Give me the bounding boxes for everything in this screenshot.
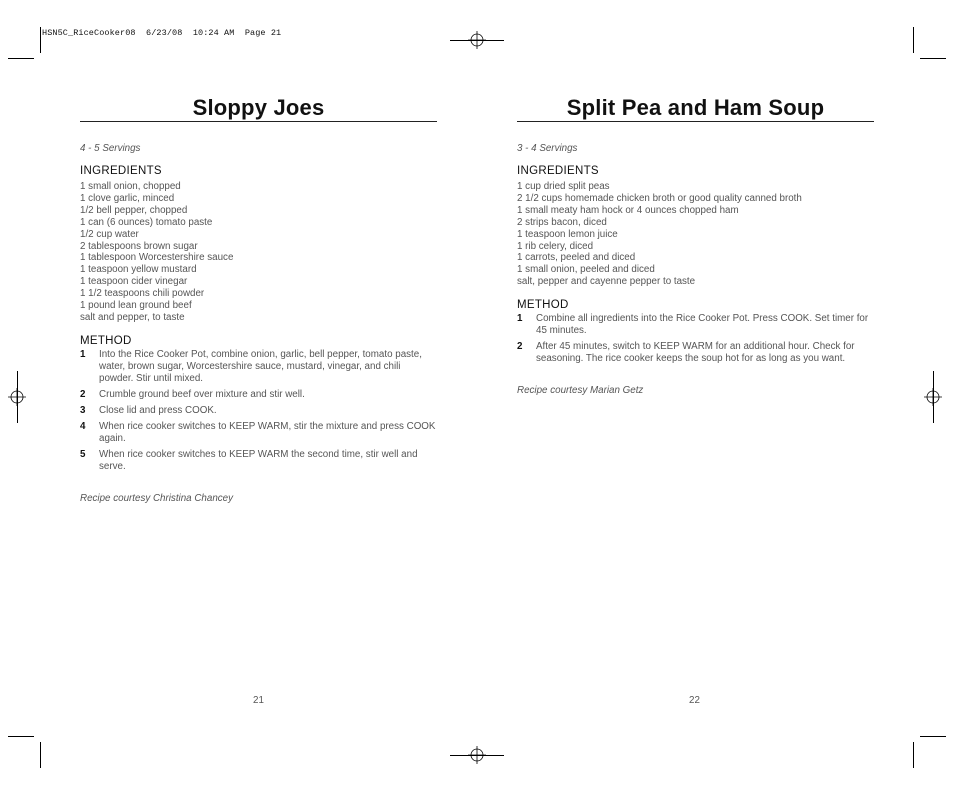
- ingredients-heading: INGREDIENTS: [517, 165, 599, 177]
- method-heading: METHOD: [517, 299, 569, 312]
- crop-mark: [920, 58, 946, 59]
- ingredient-item: 1 small meaty ham hock or 4 ounces chopped ham: [517, 204, 739, 216]
- recipe-title: Split Pea and Ham Soup: [517, 95, 874, 122]
- crop-mark: [8, 58, 34, 59]
- ingredient-item: 1 rib celery, diced: [517, 240, 594, 252]
- recipe-title: Sloppy Joes: [80, 95, 437, 122]
- ingredients-heading: INGREDIENTS: [80, 165, 162, 177]
- step-number: 3: [80, 404, 86, 416]
- ingredient-item: 2 tablespoons brown sugar: [80, 240, 198, 252]
- step-number: 4: [80, 420, 86, 432]
- method-step: [80, 349, 437, 385]
- crop-mark: [913, 27, 914, 53]
- recipe-page-left: [80, 95, 437, 504]
- ingredient-item: 1/2 bell pepper, chopped: [80, 204, 188, 216]
- ingredient-item: 1 teaspoon lemon juice: [517, 228, 618, 240]
- recipe-page-right: [517, 95, 874, 396]
- step-text: When rice cooker switches to KEEP WARM the second time, stir well and serve.: [99, 448, 418, 472]
- method-heading: METHOD: [80, 334, 132, 347]
- ingredient-item: 1 teaspoon yellow mustard: [80, 264, 197, 276]
- method-step: [517, 341, 874, 365]
- step-number: 1: [80, 348, 86, 360]
- crop-mark: [913, 742, 914, 768]
- step-number: 2: [80, 388, 86, 400]
- ingredient-item: 1 tablespoon Worcestershire sauce: [80, 252, 234, 264]
- ingredient-item: 1 1/2 teaspoons chili powder: [80, 288, 205, 300]
- servings: 3 - 4 Servings: [517, 143, 578, 154]
- step-number: 2: [517, 341, 523, 353]
- printer-slug: HSN5C_RiceCooker08 6/23/08 10:24 AM Page 21: [42, 28, 282, 38]
- method-steps: [517, 313, 874, 365]
- ingredients-list: [517, 181, 874, 288]
- step-number: 1: [517, 313, 523, 325]
- ingredient-item: 1 pound lean ground beef: [80, 300, 192, 312]
- ingredient-item: 1 teaspoon cider vinegar: [80, 276, 188, 288]
- step-text: Close lid and press COOK.: [99, 404, 217, 416]
- ingredients-list: [80, 181, 437, 324]
- ingredient-item: salt, pepper and cayenne pepper to taste: [517, 276, 696, 288]
- method-step: [80, 389, 437, 401]
- recipe-credit: Recipe courtesy Marian Getz: [517, 385, 644, 397]
- servings: 4 - 5 Servings: [80, 143, 141, 154]
- ingredient-item: 1 small onion, chopped: [80, 181, 181, 192]
- step-text: After 45 minutes, switch to KEEP WARM for an additional hour. Check for seasoning. The rice cooker keeps the soup hot for as long as you want.: [536, 341, 855, 365]
- ingredient-item: 1/2 cup water: [80, 228, 139, 240]
- step-text: When rice cooker switches to KEEP WARM, stir the mixture and press COOK again.: [99, 420, 436, 444]
- ingredient-item: 1 can (6 ounces) tomato paste: [80, 216, 213, 228]
- method-step: [80, 405, 437, 417]
- recipe-credit: Recipe courtesy Christina Chancey: [80, 492, 234, 504]
- crop-mark: [40, 742, 41, 768]
- method-steps: [80, 349, 437, 473]
- ingredient-item: 1 small onion, peeled and diced: [517, 264, 655, 276]
- ingredient-item: 1 carrots, peeled and diced: [517, 252, 636, 264]
- ingredient-item: 1 clove garlic, minced: [80, 192, 175, 204]
- crop-mark: [8, 736, 34, 737]
- crop-mark: [17, 371, 18, 423]
- ingredient-item: 2 strips bacon, diced: [517, 216, 607, 228]
- page-number: 21: [253, 695, 264, 706]
- method-step: [80, 421, 437, 445]
- step-number: 5: [80, 448, 86, 460]
- step-text: Into the Rice Cooker Pot, combine onion, garlic, bell pepper, tomato paste, water, brown sugar, Worcestershire sauce, mustard, vinegar, and chili powder. Stir until mixed.: [99, 348, 422, 384]
- method-step: [517, 313, 874, 337]
- crop-mark: [920, 736, 946, 737]
- crop-mark: [933, 371, 934, 423]
- step-text: Crumble ground beef over mixture and stir well.: [99, 388, 305, 400]
- page-number: 22: [689, 695, 700, 706]
- crop-mark: [40, 27, 41, 53]
- method-step: [80, 449, 437, 473]
- ingredient-item: 1 cup dried split peas: [517, 181, 610, 192]
- crop-mark: [450, 40, 504, 41]
- ingredient-item: salt and pepper, to taste: [80, 311, 185, 323]
- crop-mark: [450, 755, 504, 756]
- step-text: Combine all ingredients into the Rice Cooker Pot. Press COOK. Set timer for 45 minutes.: [536, 313, 869, 337]
- ingredient-item: 2 1/2 cups homemade chicken broth or good quality canned broth: [517, 192, 802, 204]
